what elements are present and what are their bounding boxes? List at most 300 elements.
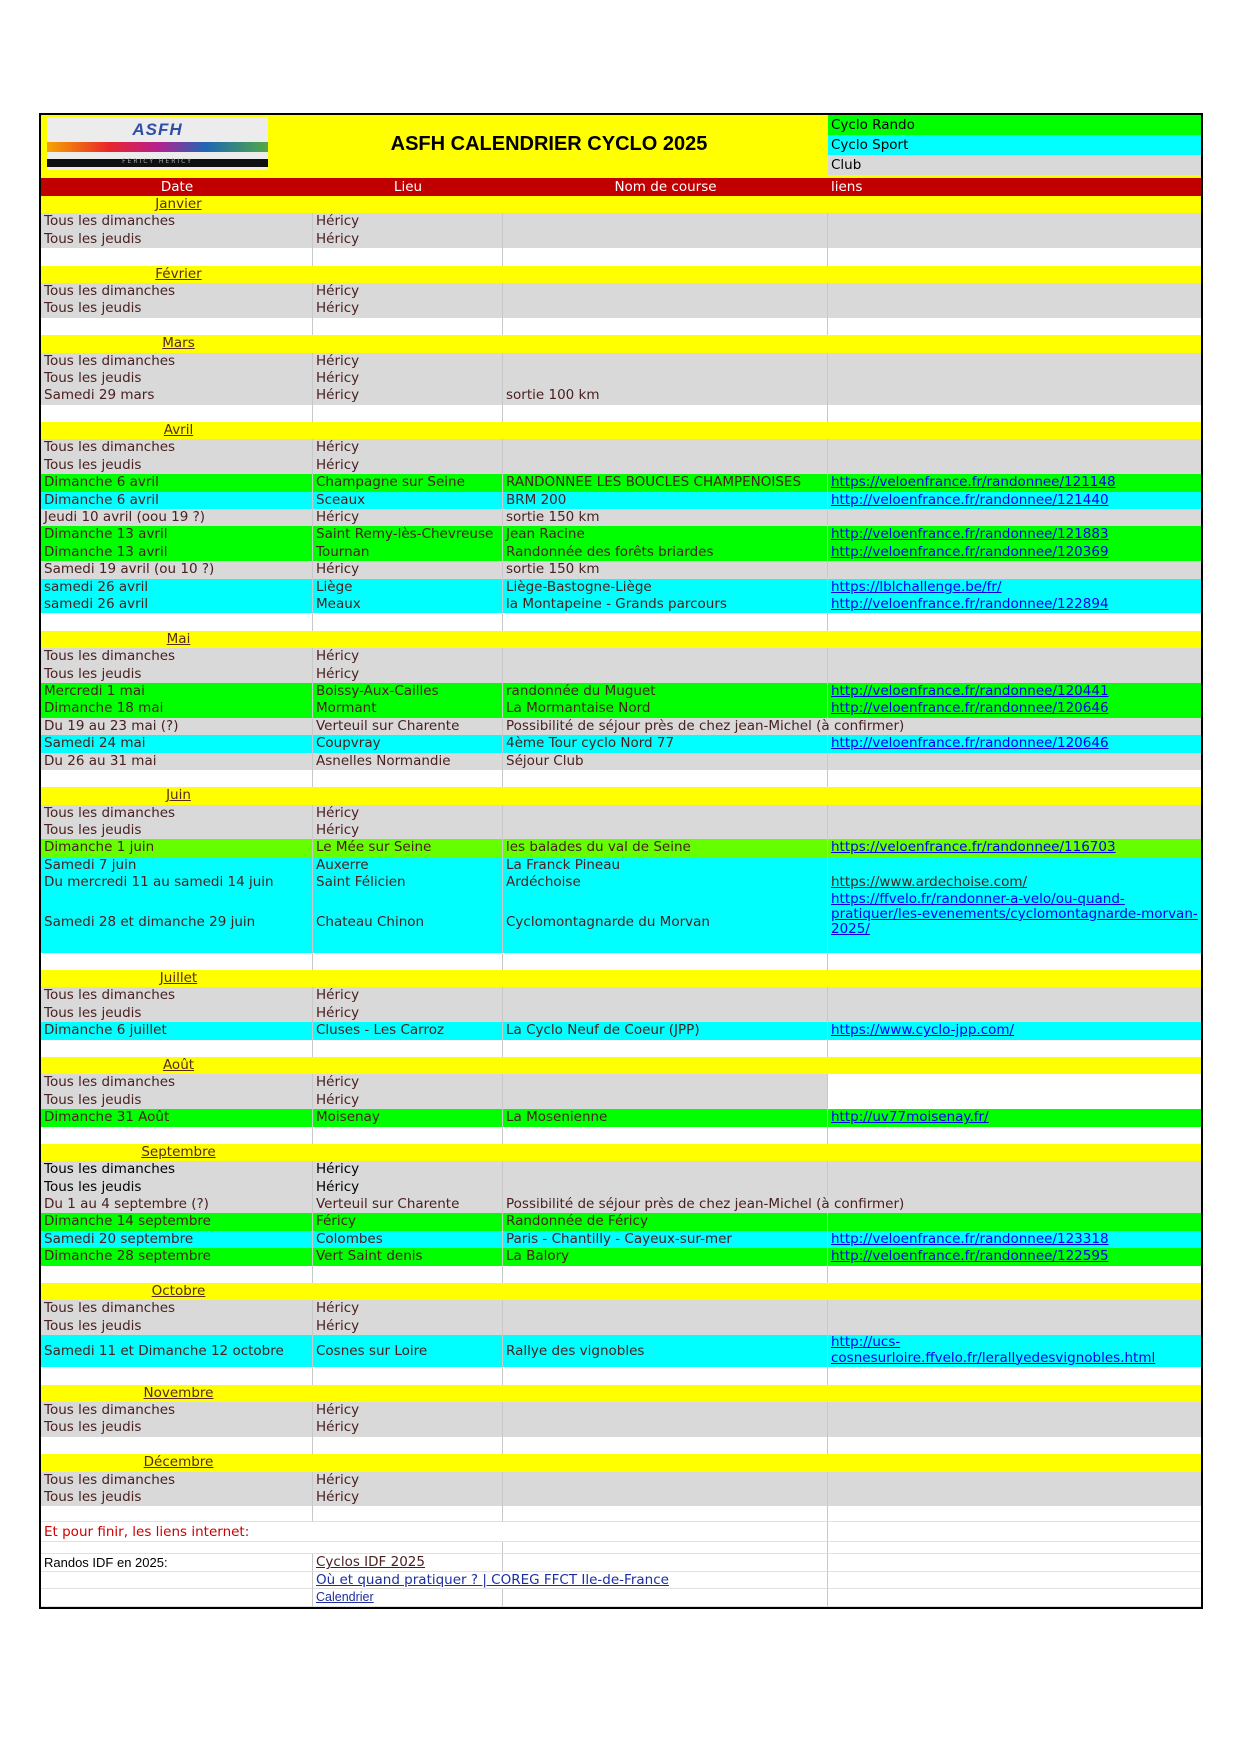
asfh-logo (47, 117, 268, 170)
lieu-cell: Sceaux (313, 492, 503, 509)
month-header-mai (41, 631, 1201, 648)
event-link[interactable]: https://www.ardechoise.com/ (831, 874, 1028, 891)
date-cell (41, 613, 313, 630)
column-lieu: Lieu (393, 179, 423, 195)
month-label: Juillet (159, 970, 198, 987)
link-cell (828, 405, 1201, 422)
month-label: Mai (166, 630, 191, 647)
date-cell: Tous les dimanches (41, 1402, 313, 1419)
date-cell: Du mercredi 11 au samedi 14 juin (41, 874, 313, 891)
course-cell (503, 422, 828, 439)
course-cell: randonnée du Muguet (503, 683, 828, 700)
link-cell (828, 874, 1201, 891)
event-link[interactable]: https://lblchallenge.be/fr/ (831, 578, 1002, 595)
calendar-sheet (39, 113, 1203, 1609)
calendar-rows (41, 196, 1201, 1506)
course-cell: Randonnée de Féricy (503, 1213, 828, 1230)
lieu-cell: Héricy (313, 1179, 503, 1196)
course-cell: Rallye des vignobles (503, 1335, 828, 1367)
course-cell (503, 1318, 828, 1335)
link-cell (828, 596, 1201, 613)
page-title: ASFH CALENDRIER CYCLO 2025 (390, 133, 708, 155)
event-link[interactable]: http://veloenfrance.fr/randonnee/120369 (831, 543, 1109, 560)
lieu-cell (313, 1127, 503, 1144)
spacer-row (41, 318, 1201, 335)
course-cell: Randonnée des forêts briardes (503, 544, 828, 561)
link-cell (828, 857, 1201, 874)
lieu-cell: Boissy-Aux-Cailles (313, 683, 503, 700)
event-link[interactable]: http://uv77moisenay.fr/ (831, 1109, 989, 1126)
date-cell: Tous les jeudis (41, 1179, 313, 1196)
table-row (41, 666, 1201, 683)
date-cell (41, 318, 313, 335)
link-cell (828, 1161, 1201, 1178)
link-cell (828, 439, 1201, 456)
lieu-cell (313, 1057, 503, 1074)
link-cell (828, 613, 1201, 630)
table-row (41, 839, 1201, 856)
course-cell (503, 266, 828, 283)
course-cell (503, 1127, 828, 1144)
table-row (41, 700, 1201, 717)
lieu-cell (313, 1266, 503, 1283)
lieu-cell: Héricy (313, 1489, 503, 1506)
table-row (41, 1092, 1201, 1109)
spacer-row (41, 405, 1201, 422)
course-cell: La Cyclo Neuf de Coeur (JPP) (503, 1022, 828, 1039)
month-label: Novembre (143, 1384, 214, 1401)
course-cell: Possibilité de séjour près de chez jean-Michel (à confirmer) (506, 1196, 905, 1213)
table-row (41, 387, 1201, 404)
lieu-cell: Héricy (313, 561, 503, 578)
date-cell: Samedi 29 mars (41, 387, 313, 404)
date-cell: Tous les dimanches (41, 439, 313, 456)
course-cell (503, 1266, 828, 1283)
spacer-row (41, 248, 1201, 265)
course-cell (503, 300, 828, 317)
spacer-row (41, 613, 1201, 630)
date-cell: Tous les dimanches (41, 213, 313, 230)
lieu-cell: Le Mée sur Seine (313, 839, 503, 856)
month-label: Octobre (151, 1283, 206, 1300)
course-cell (503, 1472, 828, 1489)
table-row (41, 1472, 1201, 1489)
date-cell: Dimanche 6 avril (41, 492, 313, 509)
lieu-cell: Héricy (313, 370, 503, 387)
lieu-cell (313, 318, 503, 335)
link-cyclos-idf[interactable]: Cyclos IDF 2025 (316, 1554, 425, 1571)
date-cell (41, 1367, 313, 1384)
course-cell: Jean Racine (503, 526, 828, 543)
month-header-novembre (41, 1385, 1201, 1402)
event-link[interactable]: https://veloenfrance.fr/randonnee/116703 (831, 839, 1116, 856)
event-link[interactable]: http://veloenfrance.fr/randonnee/120646 (831, 700, 1109, 717)
lieu-cell (313, 1367, 503, 1384)
lieu-cell: Auxerre (313, 857, 503, 874)
lieu-cell: Verteuil sur Charente (313, 1196, 503, 1213)
month-label: Février (155, 265, 202, 282)
link-cell (828, 544, 1201, 561)
table-row (41, 492, 1201, 509)
link-cell (828, 1318, 1201, 1335)
event-link[interactable]: http://veloenfrance.fr/randonnee/122595 (831, 1248, 1109, 1265)
date-cell: Tous les jeudis (41, 1489, 313, 1506)
date-cell: Tous les jeudis (41, 231, 313, 248)
lieu-cell: Saint Remy-lès-Chevreuse (313, 526, 503, 543)
course-cell (503, 1402, 828, 1419)
lieu-cell (313, 266, 503, 283)
lieu-cell: Héricy (313, 1419, 503, 1436)
link-cell (828, 1248, 1201, 1265)
legend-cyclo-sport: Cyclo Sport (828, 135, 1201, 155)
link-cell (828, 457, 1201, 474)
lieu-cell: Héricy (313, 1472, 503, 1489)
course-cell (503, 439, 828, 456)
lieu-cell: Héricy (313, 987, 503, 1004)
link-cell (828, 561, 1201, 578)
date-cell (41, 1437, 313, 1454)
lieu-cell: Héricy (313, 300, 503, 317)
course-cell (503, 822, 828, 839)
course-cell: Cyclomontagnarde du Morvan (503, 892, 828, 953)
lieu-cell (313, 1144, 503, 1161)
link-cell (828, 1335, 1201, 1367)
link-cell (828, 1300, 1201, 1317)
course-cell (503, 1385, 828, 1402)
link-cell (828, 1402, 1201, 1419)
date-cell: Tous les dimanches (41, 987, 313, 1004)
course-cell (503, 1489, 828, 1506)
table-row (41, 987, 1201, 1004)
link-cell (828, 266, 1201, 283)
event-link[interactable]: https://www.cyclo-jpp.com/ (831, 1022, 1015, 1039)
date-cell: Du 19 au 23 mai (?) (41, 718, 313, 735)
course-cell (503, 318, 828, 335)
course-cell: la Montapeine - Grands parcours (503, 596, 828, 613)
course-cell (503, 335, 828, 352)
date-cell: Jeudi 10 avril (oou 19 ?) (41, 509, 313, 526)
lieu-cell: Héricy (313, 1074, 503, 1091)
course-cell: Ardéchoise (503, 874, 828, 891)
lieu-cell (313, 770, 503, 787)
lieu-cell: Verteuil sur Charente (313, 718, 503, 735)
lieu-cell: Colombes (313, 1231, 503, 1248)
course-cell: sortie 100 km (503, 387, 828, 404)
lieu-cell: Héricy (313, 509, 503, 526)
lieu-cell (313, 953, 503, 970)
lieu-cell (313, 1454, 503, 1471)
table-row (41, 822, 1201, 839)
lieu-cell: Héricy (313, 439, 503, 456)
table-row (41, 1005, 1201, 1022)
date-cell (41, 953, 313, 970)
course-cell (503, 1144, 828, 1161)
lieu-cell (313, 335, 503, 352)
date-cell: Tous les jeudis (41, 822, 313, 839)
date-cell: Tous les jeudis (41, 1318, 313, 1335)
lieu-cell (313, 631, 503, 648)
link-cell (828, 787, 1201, 804)
link-cell (828, 735, 1201, 752)
legend (828, 115, 1201, 175)
header (41, 115, 1201, 178)
table-row (41, 1402, 1201, 1419)
link-cell (828, 1266, 1201, 1283)
spacer-row (41, 770, 1201, 787)
date-cell: Tous les dimanches (41, 1300, 313, 1317)
lieu-cell (313, 196, 503, 213)
link-cell (828, 526, 1201, 543)
link-cell (828, 753, 1201, 770)
table-row (41, 1161, 1201, 1178)
table-row (41, 892, 1201, 953)
table-row (41, 683, 1201, 700)
link-cell (828, 1092, 1201, 1109)
course-cell (503, 405, 828, 422)
course-cell (503, 987, 828, 1004)
month-header-decembre (41, 1454, 1201, 1471)
link-cell (828, 953, 1201, 970)
lieu-cell (313, 1040, 503, 1057)
link-cell (828, 300, 1201, 317)
table-row (41, 1489, 1201, 1506)
spacer-row (41, 953, 1201, 970)
link-cell (828, 1127, 1201, 1144)
link-cell (828, 1213, 1201, 1230)
lieu-cell (313, 1437, 503, 1454)
date-cell (41, 248, 313, 265)
date-cell: Dimanche 28 septembre (41, 1248, 313, 1265)
link-cell (828, 387, 1201, 404)
event-link[interactable]: http://veloenfrance.fr/randonnee/123318 (831, 1230, 1109, 1247)
table-row (41, 1213, 1201, 1230)
link-cell (828, 1437, 1201, 1454)
date-cell: Dimanche 13 avril (41, 544, 313, 561)
link-cell (828, 648, 1201, 665)
link-cell (828, 700, 1201, 717)
table-row (41, 1248, 1201, 1265)
date-cell: Samedi 20 septembre (41, 1231, 313, 1248)
table-row (41, 353, 1201, 370)
course-cell: La Mosenienne (503, 1109, 828, 1126)
date-cell (41, 1040, 313, 1057)
lieu-cell: Héricy (313, 283, 503, 300)
month-header-juin (41, 787, 1201, 804)
column-header (41, 178, 1201, 196)
event-link[interactable]: http://ucs-cosnesurloire.ffvelo.fr/lerallyedesvignobles.html (831, 1335, 1156, 1366)
month-header-fevrier (41, 266, 1201, 283)
month-label: Avril (163, 422, 194, 439)
lieu-cell: Héricy (313, 822, 503, 839)
table-row (41, 439, 1201, 456)
lieu-cell: Mormant (313, 700, 503, 717)
footer (41, 1506, 1201, 1606)
course-cell: Paris - Chantilly - Cayeux-sur-mer (503, 1231, 828, 1248)
course-cell (503, 213, 828, 230)
table-row (41, 1419, 1201, 1436)
logo-stripe (47, 142, 268, 152)
month-header-septembre (41, 1144, 1201, 1161)
spacer-row (41, 1127, 1201, 1144)
table-row (41, 735, 1201, 752)
table-row (41, 474, 1201, 491)
course-cell: La Mormantaise Nord (503, 700, 828, 717)
lieu-cell: Héricy (313, 213, 503, 230)
event-link[interactable]: https://ffvelo.fr/randonner-a-velo/ou-quand-pratiquer/les-evenements/cyclomontagnarde-morvan-2025/ (831, 891, 1198, 938)
column-date: Date (160, 179, 194, 195)
lieu-cell (313, 405, 503, 422)
month-header-mars (41, 335, 1201, 352)
month-label: Janvier (155, 196, 202, 212)
table-row (41, 526, 1201, 543)
lieu-cell (313, 422, 503, 439)
footer-title: Et pour finir, les liens internet: (41, 1522, 313, 1542)
event-link[interactable]: http://veloenfrance.fr/randonnee/120441 (831, 682, 1109, 699)
table-row (41, 1074, 1201, 1091)
link-cell (828, 1283, 1201, 1300)
date-cell: samedi 26 avril (41, 596, 313, 613)
link-cell (828, 370, 1201, 387)
lieu-cell: Héricy (313, 1092, 503, 1109)
link-calendrier[interactable]: Calendrier (316, 1590, 374, 1605)
lieu-cell (313, 1283, 503, 1300)
lieu-cell (313, 1385, 503, 1402)
event-link[interactable]: https://veloenfrance.fr/randonnee/121148 (831, 474, 1116, 491)
date-cell: Tous les jeudis (41, 300, 313, 317)
table-row (41, 1022, 1201, 1039)
lieu-cell: Tournan (313, 544, 503, 561)
table-row (41, 648, 1201, 665)
date-cell: Du 26 au 31 mai (41, 753, 313, 770)
month-header-octobre (41, 1283, 1201, 1300)
logo-text: ASFH (132, 120, 183, 139)
date-cell: Dimanche 6 avril (41, 474, 313, 491)
link-cell (828, 770, 1201, 787)
lieu-cell: Chateau Chinon (313, 892, 503, 953)
table-row (41, 213, 1201, 230)
link-cell (828, 231, 1201, 248)
date-cell: Tous les dimanches (41, 1161, 313, 1178)
table-row (41, 1335, 1201, 1367)
date-cell: Dimanche 18 mai (41, 700, 313, 717)
course-cell (503, 1367, 828, 1384)
course-cell (503, 1419, 828, 1436)
date-cell: Dimanche 13 avril (41, 526, 313, 543)
date-cell: Samedi 24 mai (41, 735, 313, 752)
lieu-cell: Héricy (313, 1300, 503, 1317)
course-cell: Liège-Bastogne-Liège (503, 579, 828, 596)
legend-club: Club (828, 155, 1201, 175)
course-cell: BRM 200 (503, 492, 828, 509)
course-cell: sortie 150 km (503, 561, 828, 578)
spacer-row (41, 1266, 1201, 1283)
link-cell (828, 353, 1201, 370)
course-cell: Possibilité de séjour près de chez jean-Michel (à confirmer) (506, 717, 905, 734)
link-cell (828, 987, 1201, 1004)
event-link[interactable]: http://veloenfrance.fr/randonnee/120646 (831, 735, 1109, 752)
table-row (41, 1318, 1201, 1335)
lieu-cell: Héricy (313, 457, 503, 474)
logo-subtitle: FERICY HERICY (122, 158, 193, 165)
link-cell (828, 683, 1201, 700)
month-header-juillet (41, 970, 1201, 987)
date-cell: Tous les dimanches (41, 648, 313, 665)
spacer-row (41, 1367, 1201, 1384)
lieu-cell: Héricy (313, 1318, 503, 1335)
month-header-aout (41, 1057, 1201, 1074)
course-cell (503, 353, 828, 370)
lieu-cell: Moisenay (313, 1109, 503, 1126)
date-cell: Dimanche 31 Août (41, 1109, 313, 1126)
date-cell: Samedi 7 juin (41, 857, 313, 874)
event-link[interactable]: http://veloenfrance.fr/randonnee/121440 (831, 491, 1109, 508)
course-cell (503, 1161, 828, 1178)
table-row (41, 596, 1201, 613)
link-cell (828, 1179, 1201, 1196)
lieu-cell: Asnelles Normandie (313, 753, 503, 770)
event-link[interactable]: http://veloenfrance.fr/randonnee/122894 (831, 595, 1109, 612)
link-cell (828, 1231, 1201, 1248)
link-cell (828, 579, 1201, 596)
course-cell (503, 787, 828, 804)
date-cell: Du 1 au 4 septembre (?) (41, 1196, 313, 1213)
date-cell: Samedi 11 et Dimanche 12 octobre (41, 1335, 313, 1367)
course-cell (503, 805, 828, 822)
link-cell (828, 248, 1201, 265)
randos-idf-label: Randos IDF en 2025: (41, 1554, 313, 1571)
table-row (41, 1196, 1201, 1213)
course-cell: 4ème Tour cyclo Nord 77 (503, 735, 828, 752)
lieu-cell: Saint Félicien (313, 874, 503, 891)
date-cell: Dimanche 14 septembre (41, 1213, 313, 1230)
table-row (41, 1300, 1201, 1317)
course-cell (503, 1283, 828, 1300)
course-cell (503, 370, 828, 387)
event-link[interactable]: http://veloenfrance.fr/randonnee/121883 (831, 526, 1109, 543)
link-cell (828, 718, 1201, 735)
table-row (41, 1231, 1201, 1248)
link-cell (828, 1419, 1201, 1436)
link-cell (828, 1385, 1201, 1402)
spacer-row (41, 1040, 1201, 1057)
lieu-cell: Coupvray (313, 735, 503, 752)
course-cell (503, 953, 828, 970)
lieu-cell: Champagne sur Seine (313, 474, 503, 491)
date-cell: Tous les jeudis (41, 666, 313, 683)
link-cell (828, 1367, 1201, 1384)
lieu-cell: Héricy (313, 1005, 503, 1022)
lieu-cell (313, 787, 503, 804)
course-cell (503, 1092, 828, 1109)
date-cell (41, 1266, 313, 1283)
lieu-cell: Héricy (313, 353, 503, 370)
date-cell (41, 405, 313, 422)
course-cell: La Franck Pineau (503, 857, 828, 874)
link-cell (828, 666, 1201, 683)
lieu-cell: Liège (313, 579, 503, 596)
link-coreg-ffct[interactable]: Où et quand pratiquer ? | COREG FFCT Ile-de-France (316, 1571, 669, 1588)
date-cell: Samedi 19 avril (ou 10 ?) (41, 561, 313, 578)
date-cell: Dimanche 6 juillet (41, 1022, 313, 1039)
course-cell (503, 666, 828, 683)
link-cell (828, 822, 1201, 839)
course-cell (503, 231, 828, 248)
link-cell (828, 1057, 1201, 1074)
month-label: Septembre (141, 1143, 216, 1160)
month-label: Décembre (143, 1454, 214, 1471)
link-cell (828, 1489, 1201, 1506)
course-cell: Séjour Club (503, 753, 828, 770)
